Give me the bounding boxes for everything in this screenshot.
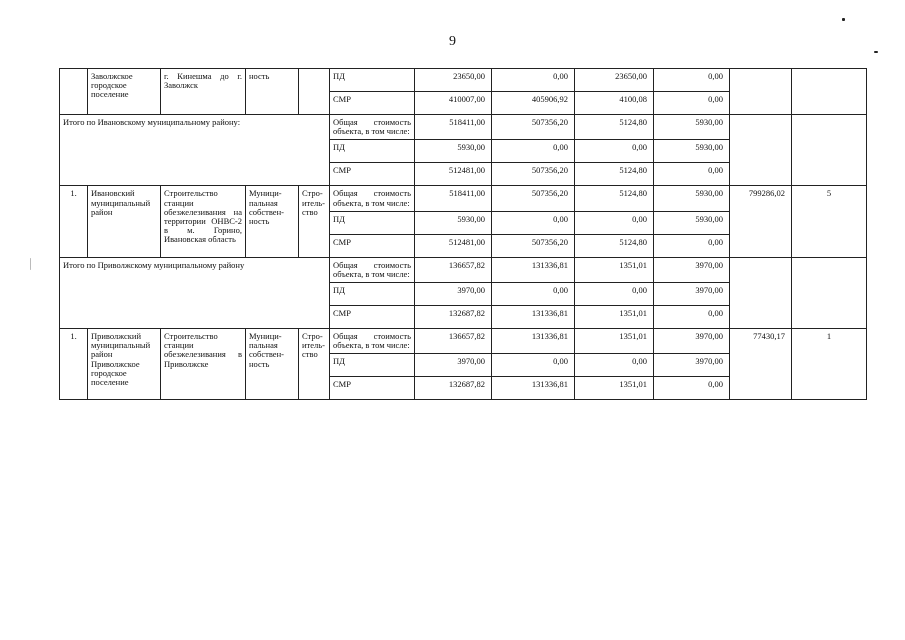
page-number: 9 bbox=[449, 34, 456, 49]
value-local: 3970,00 bbox=[654, 329, 730, 354]
value-local: 0,00 bbox=[654, 163, 730, 186]
value-total: 23650,00 bbox=[415, 69, 492, 92]
value-regional: 1351,01 bbox=[575, 329, 654, 354]
item-index: 1. bbox=[60, 186, 88, 257]
value-federal: 131336,81 bbox=[492, 257, 575, 282]
row-label: СМР bbox=[330, 92, 415, 115]
value-total: 5930,00 bbox=[415, 140, 492, 163]
table-row bbox=[60, 115, 867, 140]
row-label: Общая стоимость объекта, в том числе: bbox=[330, 186, 415, 211]
value-regional: 1351,01 bbox=[575, 377, 654, 400]
work-type-cell: Стро-итель-ство bbox=[299, 186, 330, 257]
subtotal-title: Итого по Приволжскому муниципальному району bbox=[60, 257, 330, 328]
municipality-cell: Заволжское городское поселение bbox=[88, 69, 161, 115]
count-cell bbox=[792, 115, 867, 186]
value-federal: 507356,20 bbox=[492, 186, 575, 211]
row-label: Общая стоимость объекта, в том числе: bbox=[330, 257, 415, 282]
count-cell: 1 bbox=[792, 329, 867, 400]
value-local: 0,00 bbox=[654, 69, 730, 92]
value-regional: 5124,80 bbox=[575, 186, 654, 211]
row-label: ПД bbox=[330, 69, 415, 92]
scan-speck bbox=[874, 51, 878, 53]
object-cell: Строительство станции обезжелезивания на территории ОНВС-2 в м. Горино, Ивановская область bbox=[161, 186, 246, 257]
row-label: СМР bbox=[330, 377, 415, 400]
municipality-cell: Приволжский муниципальный район Приволжское городское поселение bbox=[88, 329, 161, 400]
value-federal: 131336,81 bbox=[492, 306, 575, 329]
item-index: 1. bbox=[60, 329, 88, 400]
table-body bbox=[60, 69, 867, 400]
value-local: 5930,00 bbox=[654, 186, 730, 211]
index-cell bbox=[60, 69, 88, 115]
row-label: Общая стоимость объекта, в том числе: bbox=[330, 115, 415, 140]
value-federal: 507356,20 bbox=[492, 115, 575, 140]
value-total: 132687,82 bbox=[415, 306, 492, 329]
value-local: 5930,00 bbox=[654, 115, 730, 140]
row-label: ПД bbox=[330, 211, 415, 234]
value-total: 136657,82 bbox=[415, 257, 492, 282]
value-regional: 1351,01 bbox=[575, 257, 654, 282]
value-regional: 0,00 bbox=[575, 354, 654, 377]
budget-table bbox=[59, 68, 867, 400]
value-local: 3970,00 bbox=[654, 257, 730, 282]
count-cell: 5 bbox=[792, 186, 867, 257]
value-federal: 405906,92 bbox=[492, 92, 575, 115]
value-total: 3970,00 bbox=[415, 354, 492, 377]
work-type-cell: Стро-итель-ство bbox=[299, 329, 330, 400]
value-local: 0,00 bbox=[654, 306, 730, 329]
value-total: 410007,00 bbox=[415, 92, 492, 115]
value-regional: 5124,80 bbox=[575, 115, 654, 140]
value-regional: 23650,00 bbox=[575, 69, 654, 92]
scan-speck bbox=[842, 18, 845, 21]
row-label: ПД bbox=[330, 283, 415, 306]
value-federal: 0,00 bbox=[492, 354, 575, 377]
value-local: 3970,00 bbox=[654, 283, 730, 306]
table-row bbox=[60, 69, 867, 92]
ownership-cell: Муници-пальная собствен-ность bbox=[246, 329, 299, 400]
value-federal: 131336,81 bbox=[492, 377, 575, 400]
value-federal: 0,00 bbox=[492, 211, 575, 234]
subtotal-title: Итого по Ивановскому муниципальному району: bbox=[60, 115, 330, 186]
count-cell bbox=[792, 257, 867, 328]
value-total: 512481,00 bbox=[415, 163, 492, 186]
row-label: СМР bbox=[330, 163, 415, 186]
row-label: СМР bbox=[330, 234, 415, 257]
value-total: 518411,00 bbox=[415, 186, 492, 211]
value-regional: 0,00 bbox=[575, 140, 654, 163]
table-row bbox=[60, 186, 867, 211]
value-regional: 0,00 bbox=[575, 211, 654, 234]
value-local: 0,00 bbox=[654, 377, 730, 400]
value-federal: 0,00 bbox=[492, 283, 575, 306]
value-federal: 0,00 bbox=[492, 69, 575, 92]
value-regional: 1351,01 bbox=[575, 306, 654, 329]
value-local: 3970,00 bbox=[654, 354, 730, 377]
value-total: 512481,00 bbox=[415, 234, 492, 257]
value-regional: 5124,80 bbox=[575, 163, 654, 186]
capacity-cell: 77430,17 bbox=[730, 329, 792, 400]
row-label: ПД bbox=[330, 140, 415, 163]
value-total: 5930,00 bbox=[415, 211, 492, 234]
capacity-cell bbox=[730, 115, 792, 186]
capacity-cell: 799286,02 bbox=[730, 186, 792, 257]
value-total: 518411,00 bbox=[415, 115, 492, 140]
value-regional: 0,00 bbox=[575, 283, 654, 306]
value-federal: 0,00 bbox=[492, 140, 575, 163]
value-federal: 131336,81 bbox=[492, 329, 575, 354]
table-row bbox=[60, 329, 867, 354]
location-cell: г. Кинешма до г. Заволжск bbox=[161, 69, 246, 115]
scan-speck bbox=[30, 258, 31, 270]
value-total: 136657,82 bbox=[415, 329, 492, 354]
table-row bbox=[60, 257, 867, 282]
value-regional: 5124,80 bbox=[575, 234, 654, 257]
object-cell: Строительство станции обезжелезивания в Приволжске bbox=[161, 329, 246, 400]
value-local: 5930,00 bbox=[654, 211, 730, 234]
value-local: 5930,00 bbox=[654, 140, 730, 163]
row-label: Общая стоимость объекта, в том числе: bbox=[330, 329, 415, 354]
municipality-cell: Ивановский муниципальный район bbox=[88, 186, 161, 257]
work-type-cell bbox=[299, 69, 330, 115]
capacity-cell bbox=[730, 257, 792, 328]
value-total: 132687,82 bbox=[415, 377, 492, 400]
value-local: 0,00 bbox=[654, 92, 730, 115]
capacity-cell bbox=[730, 69, 792, 115]
ownership-cell: Муници-пальная собствен-ность bbox=[246, 186, 299, 257]
ownership-cell: ность bbox=[246, 69, 299, 115]
value-federal: 507356,20 bbox=[492, 234, 575, 257]
value-federal: 507356,20 bbox=[492, 163, 575, 186]
value-total: 3970,00 bbox=[415, 283, 492, 306]
value-regional: 4100,08 bbox=[575, 92, 654, 115]
count-cell bbox=[792, 69, 867, 115]
row-label: ПД bbox=[330, 354, 415, 377]
value-local: 0,00 bbox=[654, 234, 730, 257]
row-label: СМР bbox=[330, 306, 415, 329]
